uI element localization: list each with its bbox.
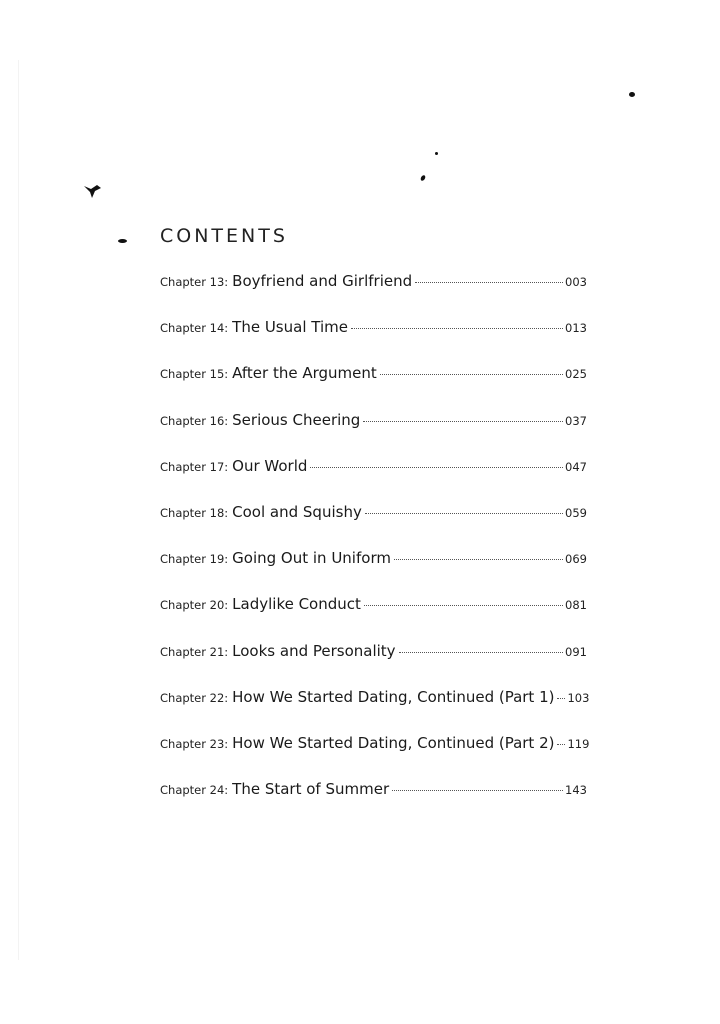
toc-entry: [160, 411, 587, 457]
chapter-colon: :: [224, 321, 229, 336]
chapter-title: Looks and Personality: [232, 641, 396, 660]
chapter-colon: :: [224, 275, 229, 289]
chapter-label: Chapter 17: [160, 459, 225, 474]
chapter-title: The Usual Time: [232, 318, 348, 337]
chapter-title: How We Started Dating, Continued (Part 2): [232, 733, 555, 752]
page-number: 081: [565, 598, 587, 613]
dot-leader: [363, 421, 563, 422]
page-number: 119: [567, 736, 590, 751]
chapter-label: Chapter 18: [160, 505, 225, 520]
chapter-label: Chapter 21: [160, 644, 225, 659]
toc-entry: [160, 272, 587, 318]
page-number: 037: [565, 413, 587, 428]
toc-entry: [160, 457, 587, 503]
dot-leader: [364, 605, 563, 606]
chapter-title: Our World: [232, 456, 308, 475]
chapter-colon: :: [224, 736, 229, 751]
toc-entry: [160, 364, 587, 410]
page-number: 059: [565, 505, 587, 520]
chapter-label: Chapter 16: [160, 413, 225, 428]
chapter-title: How We Started Dating, Continued (Part 1): [232, 687, 555, 706]
page-number: 003: [565, 275, 587, 289]
chapter-colon: :: [224, 505, 229, 520]
chapter-label: Chapter 20: [160, 598, 225, 613]
toc-entry: [160, 733, 590, 780]
page-number: 047: [565, 459, 587, 474]
chapter-title: After the Argument: [232, 364, 377, 383]
dot-leader: [392, 790, 563, 791]
ink-speck: [420, 174, 426, 181]
toc-entry: [160, 687, 590, 734]
page-title: CONTENTS: [160, 225, 288, 247]
chapter-colon: :: [224, 644, 229, 659]
chapter-title: The Start of Summer: [232, 780, 390, 799]
chapter-colon: :: [224, 783, 229, 798]
ink-speck: [629, 92, 635, 97]
page-number: 069: [565, 552, 587, 567]
chapter-title: Going Out in Uniform: [232, 549, 391, 568]
page-number: 025: [565, 367, 587, 382]
chapter-colon: :: [224, 413, 229, 428]
chapter-label: Chapter 23: [160, 736, 225, 751]
dot-leader: [394, 559, 563, 560]
chapter-label: Chapter 14: [160, 321, 225, 336]
toc-entry: [160, 780, 587, 826]
chapter-label: Chapter 19: [160, 552, 225, 567]
chapter-label: Chapter 15: [160, 367, 225, 382]
dot-leader: [557, 744, 565, 745]
toc-entry: [160, 595, 587, 641]
toc-entry: [160, 318, 587, 364]
ink-speck: [118, 239, 127, 243]
ink-splatter-icon: [83, 183, 103, 199]
dot-leader: [557, 698, 565, 699]
chapter-colon: :: [224, 598, 229, 613]
dot-leader: [380, 374, 563, 375]
dot-leader: [310, 467, 563, 468]
page-edge-shadow: [18, 60, 19, 960]
chapter-label: Chapter 13: [160, 275, 225, 289]
toc-entry: [160, 642, 587, 688]
chapter-title: Ladylike Conduct: [232, 595, 361, 614]
chapter-label: Chapter 24: [160, 783, 225, 798]
dot-leader: [415, 282, 563, 283]
toc-entry: [160, 549, 587, 595]
toc-entry: [160, 503, 587, 549]
page-number: 103: [567, 690, 590, 705]
chapter-colon: :: [224, 552, 229, 567]
chapter-colon: :: [224, 690, 229, 705]
chapter-title: Serious Cheering: [232, 410, 361, 429]
dot-leader: [399, 652, 563, 653]
chapter-title: Boyfriend and Girlfriend: [232, 272, 413, 290]
table-of-contents: [160, 272, 590, 826]
ink-speck: [435, 152, 438, 155]
page-number: 143: [565, 783, 587, 798]
chapter-colon: :: [224, 367, 229, 382]
chapter-colon: :: [224, 459, 229, 474]
chapter-label: Chapter 22: [160, 690, 225, 705]
dot-leader: [365, 513, 563, 514]
chapter-title: Cool and Squishy: [232, 502, 362, 521]
page-number: 013: [565, 321, 587, 336]
dot-leader: [351, 328, 563, 329]
page-number: 091: [565, 644, 587, 659]
